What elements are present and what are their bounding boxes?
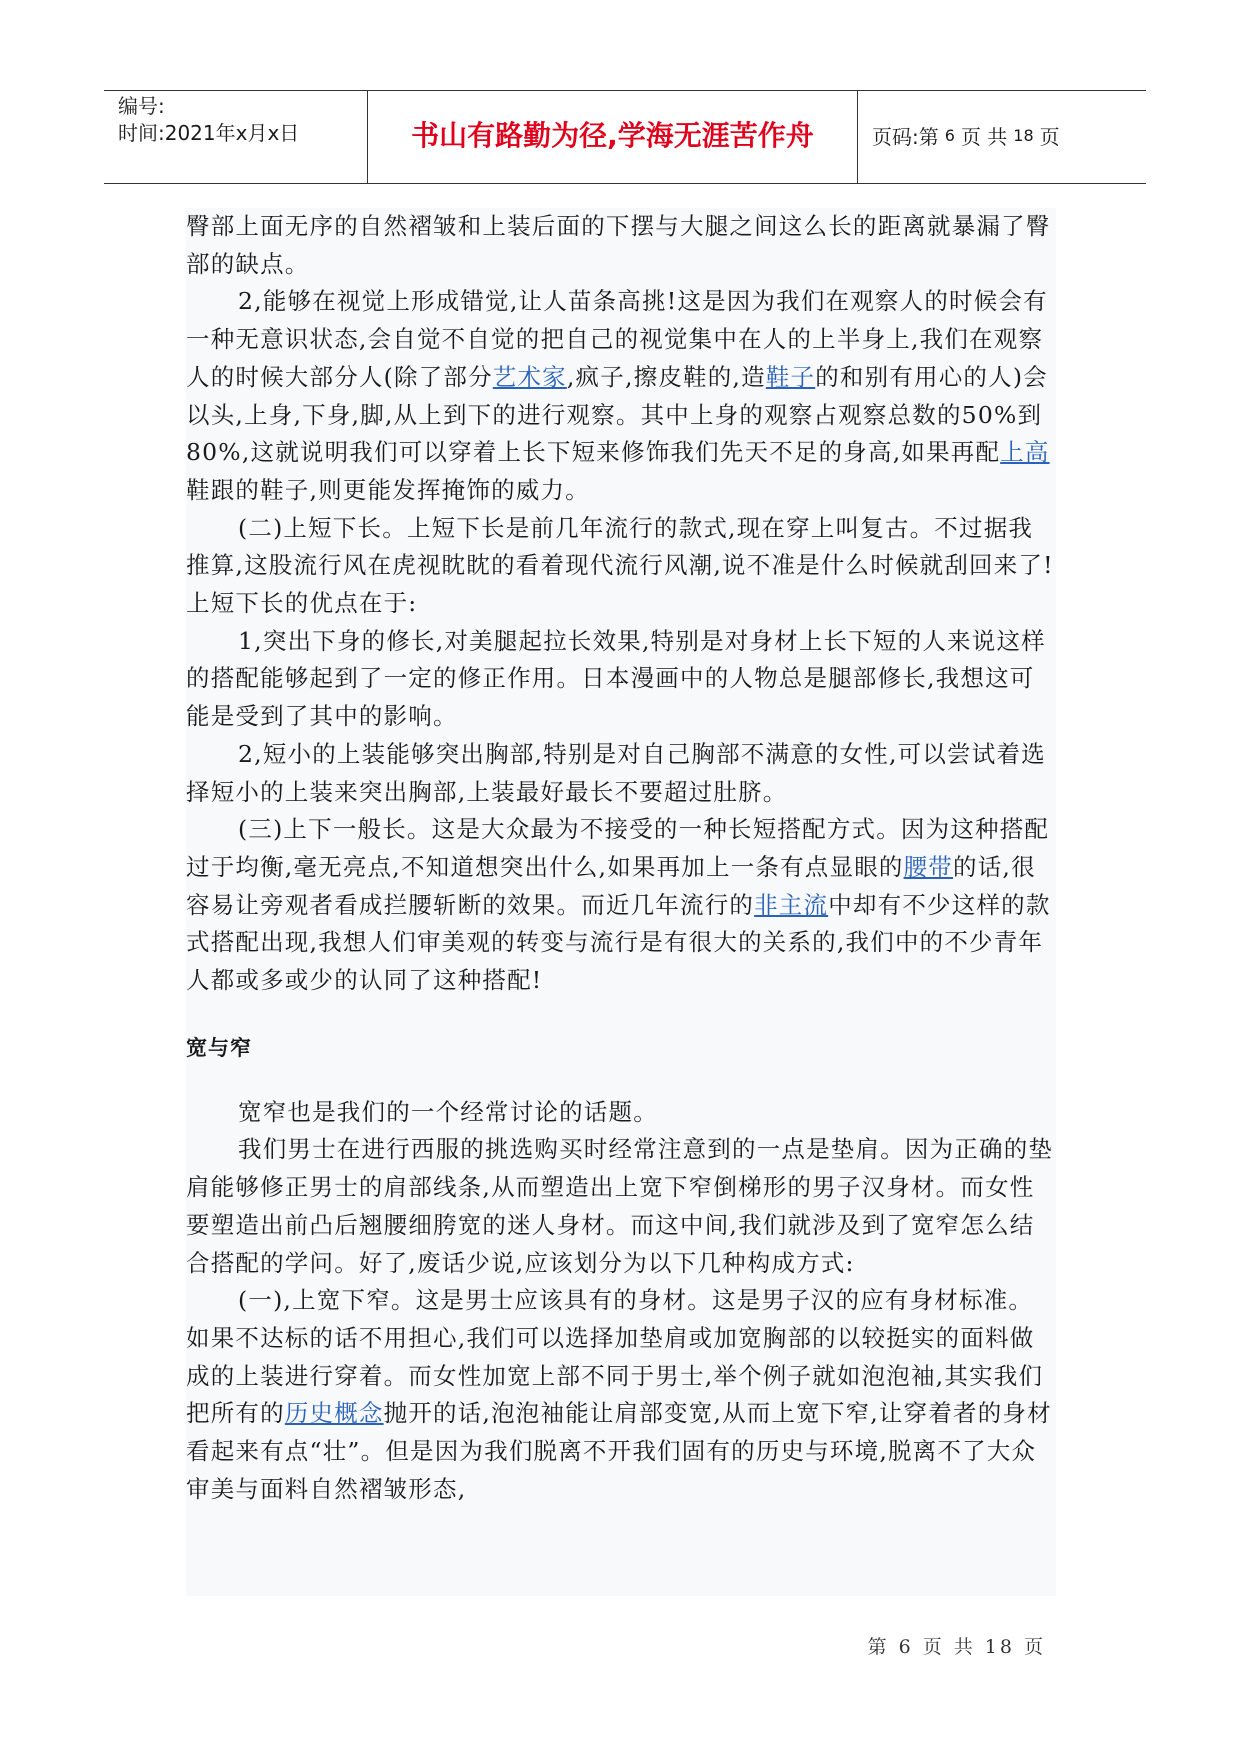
section-heading: 宽与窄 xyxy=(186,1035,252,1060)
paragraph: 2,短小的上装能够突出胸部,特别是对自己胸部不满意的女性,可以尝试着选择短小的上装来突出胸部,上装最好最长不要超过肚脐。 xyxy=(186,739,1046,806)
paragraph: 宽窄也是我们的一个经常讨论的话题。 xyxy=(238,1097,658,1126)
header-motto xyxy=(368,91,858,183)
paragraph: 臀部上面无序的自然褶皱和上装后面的下摆与大腿之间这么长的距离就暴漏了臀部的缺点。 xyxy=(186,212,1051,278)
number-label: 编号: xyxy=(118,94,165,118)
page-footer: 第 6 页 共 18 页 xyxy=(867,1636,1046,1658)
link-non-mainstream[interactable]: 非主流 xyxy=(754,890,829,919)
link-history-concept[interactable]: 历史概念 xyxy=(284,1399,384,1428)
date-label: 时间:2021年x月x日 xyxy=(118,121,300,145)
motto-text: 书山有路勤为径,学海无涯苦作舟 xyxy=(411,119,814,152)
page-current: 6 xyxy=(944,125,955,145)
link-artist[interactable]: 艺术家 xyxy=(492,362,567,391)
link-shoes[interactable]: 鞋子 xyxy=(765,362,816,391)
paragraph: 2,能够在视觉上形成错觉,让人苗条高挑!这是因为我们在观察人的时候会有一种无意识状态,会自觉不自觉的把自己的视觉集中在人的上半身上,我们在观察人的时候大部分人(除了部分艺术家,疯子,擦皮鞋的,造鞋子的和别有用心的人)会以头,上身,下身,脚,从上到下的进行观察。其中上身的观察占观察总数的50%到80%,这就说明我们可以穿着上长下短来修饰我们先天不足的身高,如果再配上高鞋跟的鞋子,则更能发挥掩饰的威力。 xyxy=(186,287,1050,504)
page-suffix: 页 xyxy=(1039,124,1060,149)
paragraph: 我们男士在进行西服的挑选购买时经常注意到的一点是垫肩。因为正确的垫肩能够修正男士的肩部线条,从而塑造出上宽下窄倒梯形的男子汉身材。而女性要塑造出前凸后翘腰细胯宽的迷人身材。而这中间,我们就涉及到了宽窄怎么结合搭配的学问。好了,废话少说,应该划分为以下几种构成方式: xyxy=(186,1135,1054,1277)
header-page-info xyxy=(858,91,1146,183)
paragraph: (一),上宽下窄。这是男士应该具有的身材。这是男子汉的应有身材标准。如果不达标的话不用担心,我们可以选择加垫肩或加宽胸部的以较挺实的面料做成的上装进行穿着。而女性加宽上部不同于男士,举个例子就如泡泡袖,其实我们把所有的历史概念抛开的话,泡泡袖能让肩部变宽,从而上宽下窄,让穿着者的身材看起来有点“壮”。但是因为我们脱离不开我们固有的历史与环境,脱离不了大众审美与面料自然褶皱形态, xyxy=(186,1286,1052,1503)
header-meta xyxy=(104,91,368,183)
page-prefix: 页码:第 xyxy=(872,124,939,149)
link-belt[interactable]: 腰带 xyxy=(903,852,954,881)
page-total: 18 xyxy=(1013,125,1034,145)
paragraph: (三)上下一般长。这是大众最为不接受的一种长短搭配方式。因为这种搭配过于均衡,毫无亮点,不知道想突出什么,如果再加上一条有点显眼的腰带的话,很容易让旁观者看成拦腰斩断的效果。而近几年流行的非主流中却有不少这样的款式搭配出现,我想人们审美观的转变与流行是有很大的关系的,我们中的不少青年人都或多或少的认同了这种搭配! xyxy=(186,815,1051,995)
page-header xyxy=(104,90,1146,184)
document-body xyxy=(186,208,1056,1596)
page-middle: 页 共 xyxy=(960,124,1008,149)
link-high-heel[interactable]: 上高 xyxy=(1000,438,1050,467)
paragraph: (二)上短下长。上短下长是前几年流行的款式,现在穿上叫复古。不过据我推算,这股流行风在虎视眈眈的看着现代流行风潮,说不准是什么时候就刮回来了!上短下长的优点在于: xyxy=(186,513,1054,618)
paragraph: 1,突出下身的修长,对美腿起拉长效果,特别是对身材上长下短的人来说这样的搭配能够起到了一定的修正作用。日本漫画中的人物总是腿部修长,我想这可能是受到了其中的影响。 xyxy=(186,626,1046,731)
